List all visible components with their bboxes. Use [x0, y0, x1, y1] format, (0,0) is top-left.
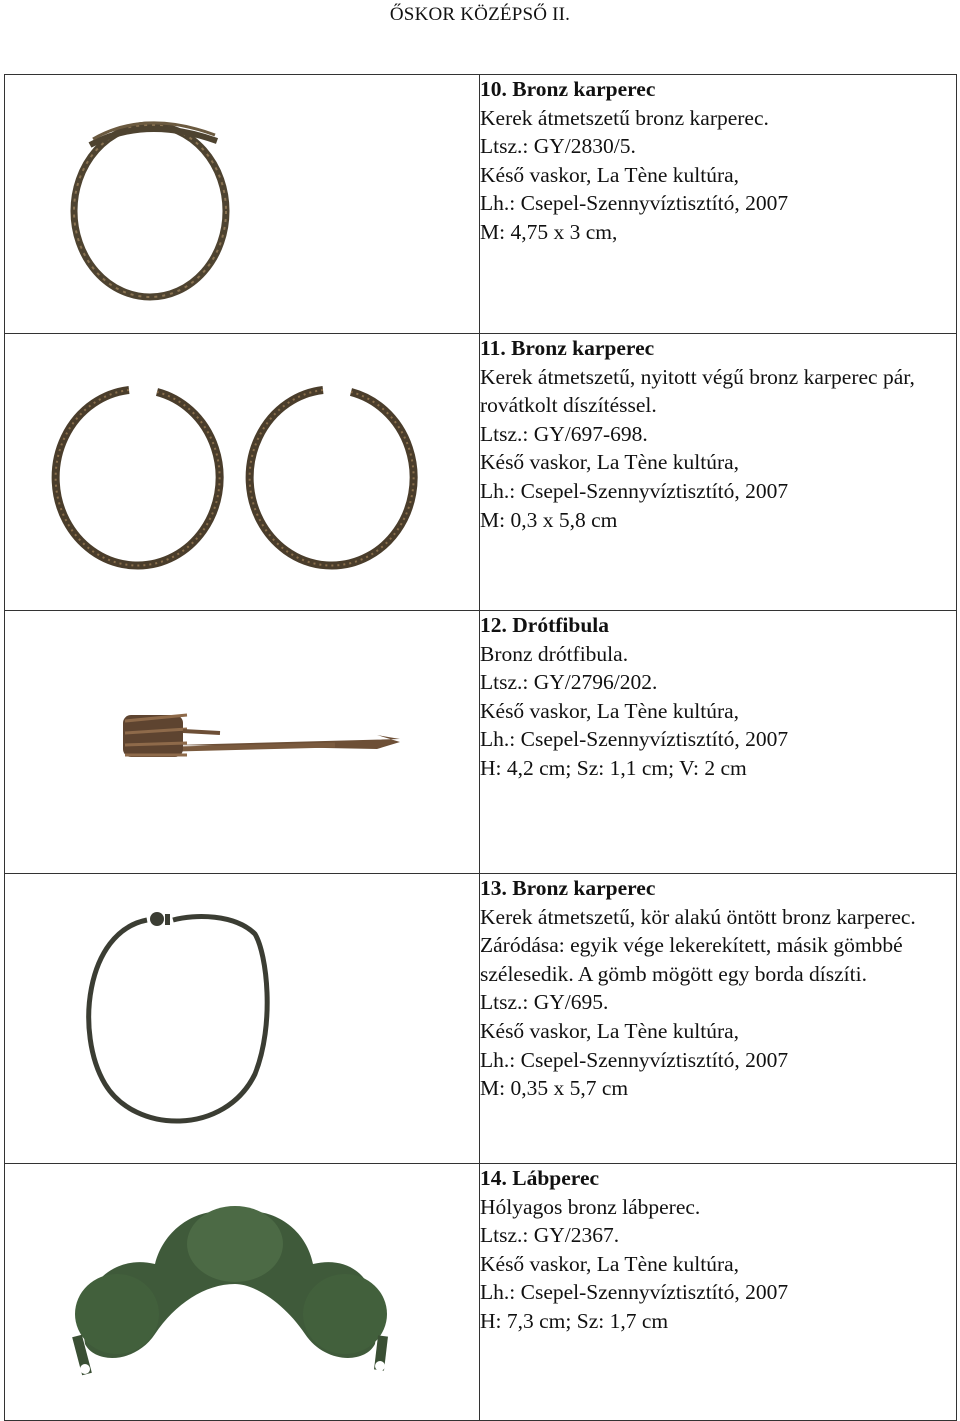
bracelet-pair-photo: [5, 334, 479, 610]
item-period: Késő vaskor, La Tène kultúra,: [480, 450, 740, 475]
image-cell-14: [5, 1164, 480, 1421]
item-inventory-number: Ltsz.: GY/695.: [480, 990, 609, 1015]
item-title: 12. Drótfibula: [480, 613, 609, 637]
image-cell-13: [5, 874, 480, 1164]
image-cell-10: [5, 75, 480, 334]
item-dimensions: M: 0,3 x 5,8 cm: [480, 507, 618, 532]
item-dimensions: H: 4,2 cm; Sz: 1,1 cm; V: 2 cm: [480, 755, 747, 780]
item-period: Késő vaskor, La Tène kultúra,: [480, 162, 740, 187]
text-cell-11: [480, 334, 957, 611]
item-findspot: Lh.: Csepel-Szennyvíztisztító, 2007: [480, 1047, 789, 1072]
text-cell-10: [480, 75, 957, 334]
item-description: Hólyagos bronz lábperec.: [480, 1194, 701, 1219]
anklet-photo: [5, 1164, 479, 1420]
item-description: Kerek átmetszetű bronz karperec.: [480, 105, 769, 130]
catalog-row-13: [5, 874, 957, 1164]
item-period: Késő vaskor, La Tène kultúra,: [480, 1251, 740, 1276]
item-dimensions: H: 7,3 cm; Sz: 1,7 cm: [480, 1308, 669, 1333]
catalog-row-12: [5, 611, 957, 874]
item-inventory-number: Ltsz.: GY/2367.: [480, 1223, 620, 1248]
item-inventory-number: Ltsz.: GY/697-698.: [480, 421, 648, 446]
item-title: 14. Lábperec: [480, 1166, 600, 1190]
item-description: Bronz drótfibula.: [480, 641, 629, 666]
image-cell-12: [5, 611, 480, 874]
text-cell-13: [480, 874, 957, 1164]
item-dimensions: M: 4,75 x 3 cm,: [480, 219, 618, 244]
cast-bracelet-photo: [5, 874, 479, 1163]
item-title: 11. Bronz karperec: [480, 336, 655, 360]
item-inventory-number: Ltsz.: GY/2796/202.: [480, 670, 658, 695]
image-cell-11: [5, 334, 480, 611]
item-period: Késő vaskor, La Tène kultúra,: [480, 1018, 740, 1043]
page-header-title: ŐSKOR KÖZÉPSŐ II.: [389, 4, 571, 25]
item-title: 13. Bronz karperec: [480, 876, 656, 900]
item-dimensions: M: 0,35 x 5,7 cm: [480, 1076, 629, 1101]
catalog-row-11: [5, 334, 957, 611]
wire-fibula-photo: [5, 611, 479, 873]
item-findspot: Lh.: Csepel-Szennyvíztisztító, 2007: [480, 191, 789, 216]
item-findspot: Lh.: Csepel-Szennyvíztisztító, 2007: [480, 478, 789, 503]
item-period: Késő vaskor, La Tène kultúra,: [480, 698, 740, 723]
item-inventory-number: Ltsz.: GY/2830/5.: [480, 134, 636, 159]
item-findspot: Lh.: Csepel-Szennyvíztisztító, 2007: [480, 727, 789, 752]
item-description: Kerek átmetszetű, nyitott végű bronz karperec pár, rovátkolt díszítéssel.: [480, 364, 915, 418]
catalog-table: [4, 74, 957, 1421]
text-cell-14: [480, 1164, 957, 1421]
text-cell-12: [480, 611, 957, 874]
item-description: Kerek átmetszetű, kör alakú öntött bronz karperec. Záródása: egyik vége lekerekített, másik gömbbé szélesedik. A gömb mögött egy borda díszíti.: [480, 904, 916, 986]
catalog-row-14: [5, 1164, 957, 1421]
catalog-row-10: [5, 75, 957, 334]
item-findspot: Lh.: Csepel-Szennyvíztisztító, 2007: [480, 1280, 789, 1305]
item-title: 10. Bronz karperec: [480, 77, 656, 101]
bracelet-oval-photo: [5, 75, 479, 333]
